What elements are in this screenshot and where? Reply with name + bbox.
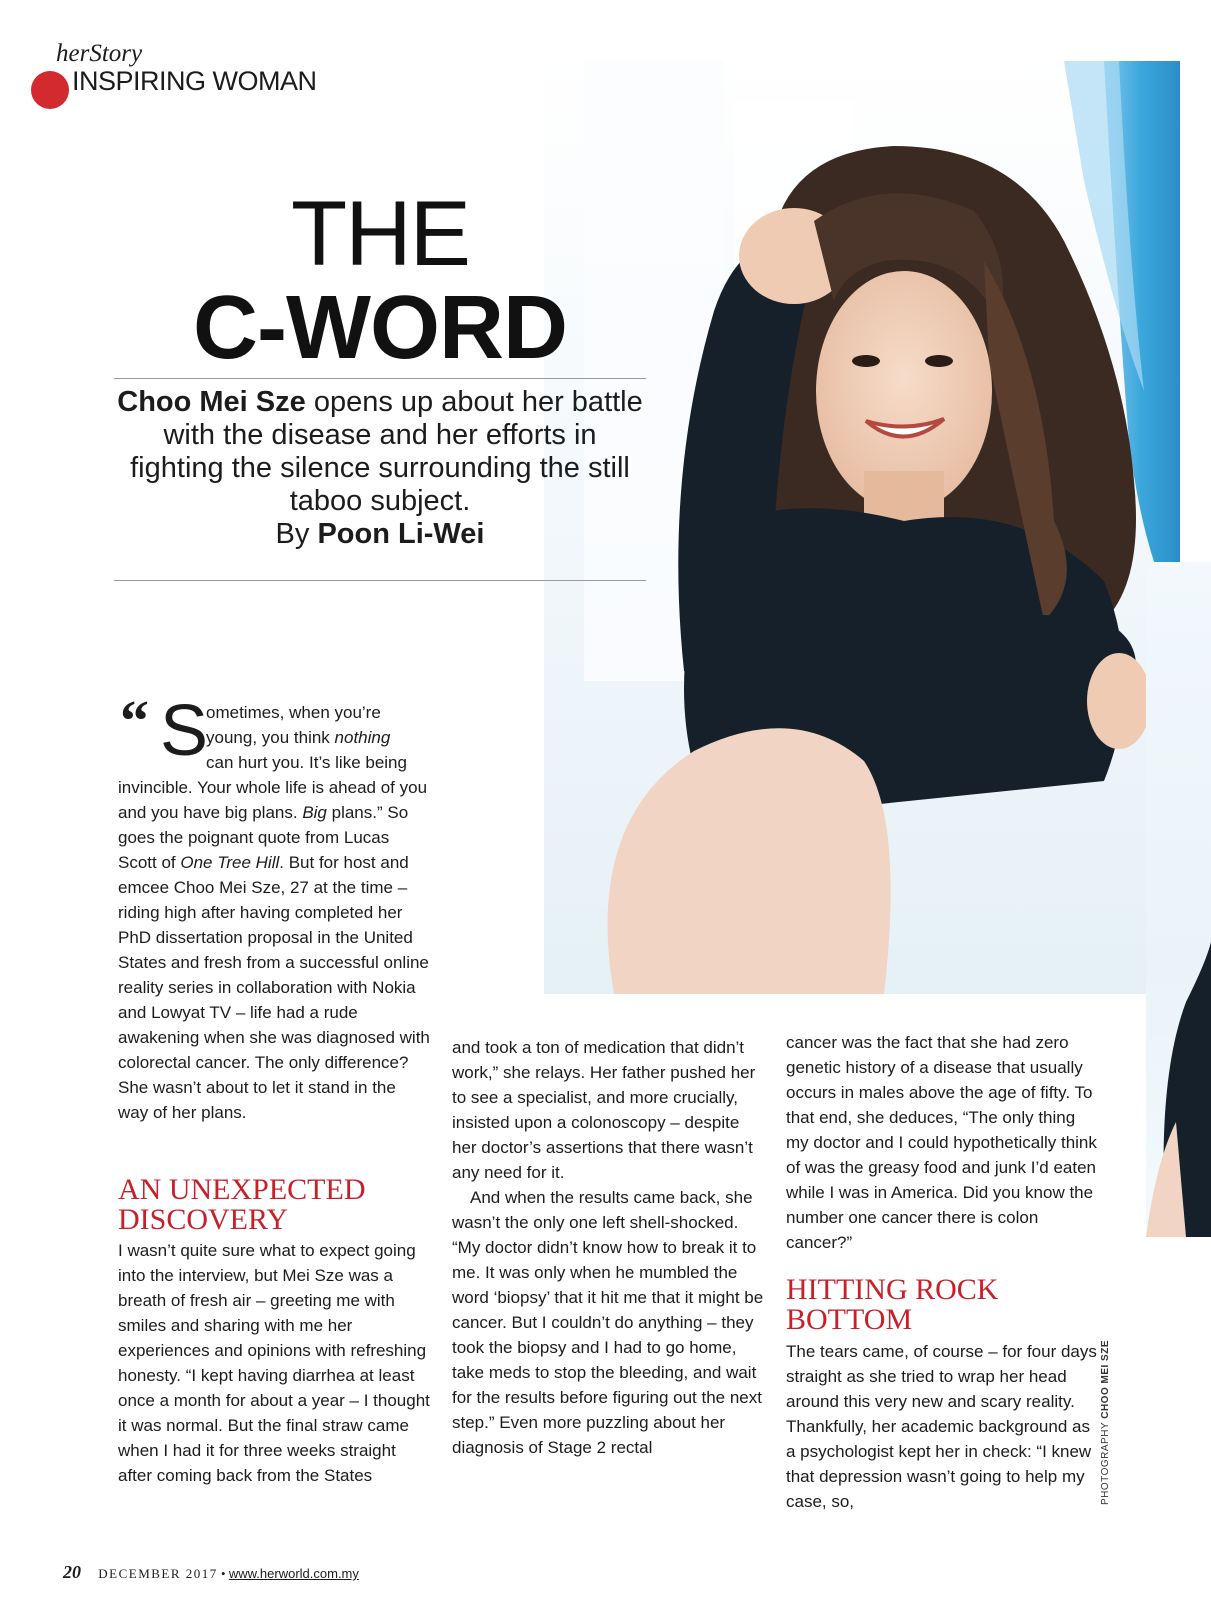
intro-line-2: young, you think nothing: [206, 728, 391, 747]
portrait-photo-strip: [1146, 562, 1211, 1237]
section-kicker-script: herStory: [56, 40, 143, 67]
page-number: 20: [63, 1562, 81, 1582]
article-deck: [114, 386, 646, 551]
page-footer: [63, 1562, 359, 1583]
column-1-paragraph-2: I wasn’t quite sure what to expect going into the interview, but Mei Sze was a breath of fresh air – greeting me with smiles and sharing with me her experiences and opinions with refreshing honesty. “I kept having diarrhea at least once a month for about a year – I thought it was normal. But the final straw came when I had it for three weeks straight after coming back from the States: [118, 1241, 430, 1485]
column-2-text: [452, 1035, 764, 1460]
drop-cap: S: [160, 691, 209, 771]
column-3-paragraph-1: cancer was the fact that she had zero genetic history of a disease that usually occurs in males above the age of fifty. To that end, she deduces, “The only thing my doctor and I could hypothetically think of was the greasy food and junk I’d eaten while I was in America. Did you know the number one cancer there is colon cancer?”: [786, 1033, 1097, 1252]
headline-line-2: C-WORD: [193, 278, 567, 378]
section-kicker: INSPIRING WOMAN: [72, 66, 317, 96]
subhead-hitting-rock-bottom: HITTING ROCK BOTTOM: [786, 1273, 999, 1336]
issue-date: DECEMBER 2017: [98, 1566, 218, 1581]
column-2-paragraph-2: And when the results came back, she wasn’t the only one left shell-shocked. “My doctor didn’t know how to break it to me. It was only when he mumbled the word ‘biopsy’ that it hit me that it might be cancer. But I couldn’t do anything – they took the biopsy and I had to go home, take meds to stop the bleeding, and wait for the results before figuring out the next step.” Even more puzzling about her diagnosis of Stage 2 rectal: [452, 1188, 764, 1457]
column-3-paragraph-2: The tears came, of course – for four days straight as she tried to wrap her head around this very new and scary reality. Thankfully, her academic background as a psychologist kept her in check: “I knew that depression wasn’t going to help my case, so,: [786, 1342, 1097, 1511]
deck-text: opens up about her battle with the disease and her efforts in fighting the silence surrounding the still taboo subject.: [130, 386, 643, 517]
website-link[interactable]: www.herworld.com.my: [228, 1566, 359, 1581]
intro-lines: [206, 700, 426, 775]
section-dot: [31, 71, 69, 109]
deck-subject-name: Choo Mei Sze: [117, 386, 306, 418]
photo-credit: PHOTOGRAPHY CHOO MEI SZE: [1100, 1339, 1111, 1505]
headline-rule-bottom: [114, 580, 646, 581]
headline-line-1: THE: [291, 183, 469, 285]
open-quote-mark: “: [120, 688, 149, 753]
subhead-unexpected-discovery: AN UNEXPECTED DISCOVERY: [118, 1173, 366, 1236]
intro-line-3: can hurt you. It’s like being: [206, 753, 407, 772]
deck-by: By: [275, 518, 318, 550]
column-2-paragraph-1: and took a ton of medication that didn’t work,” she relays. Her father pushed her to see a specialist, and more crucially, insisted upon a colonoscopy – despite her doctor’s assertions that there wasn’t any need for it.: [452, 1038, 756, 1182]
headline-rule-top: [114, 378, 646, 379]
deck-author: Poon Li-Wei: [317, 518, 485, 550]
column-1-paragraph-1: invincible. Your whole life is ahead of you and you have big plans. Big plans.” So goes the poignant quote from Lucas Scott of One Tree Hill. But for host and emcee Choo Mei Sze, 27 at the time – riding high after having completed her PhD dissertation proposal in the United States and fresh from a successful online reality series in collaboration with Nokia and Lowyat TV – life had a rude awakening when she was diagnosed with colorectal cancer. The only difference? She wasn’t about to let it stand in the way of her plans.: [118, 778, 430, 1122]
intro-line-1: ometimes, when you’re: [206, 703, 381, 722]
footer-bullet: •: [221, 1566, 226, 1581]
